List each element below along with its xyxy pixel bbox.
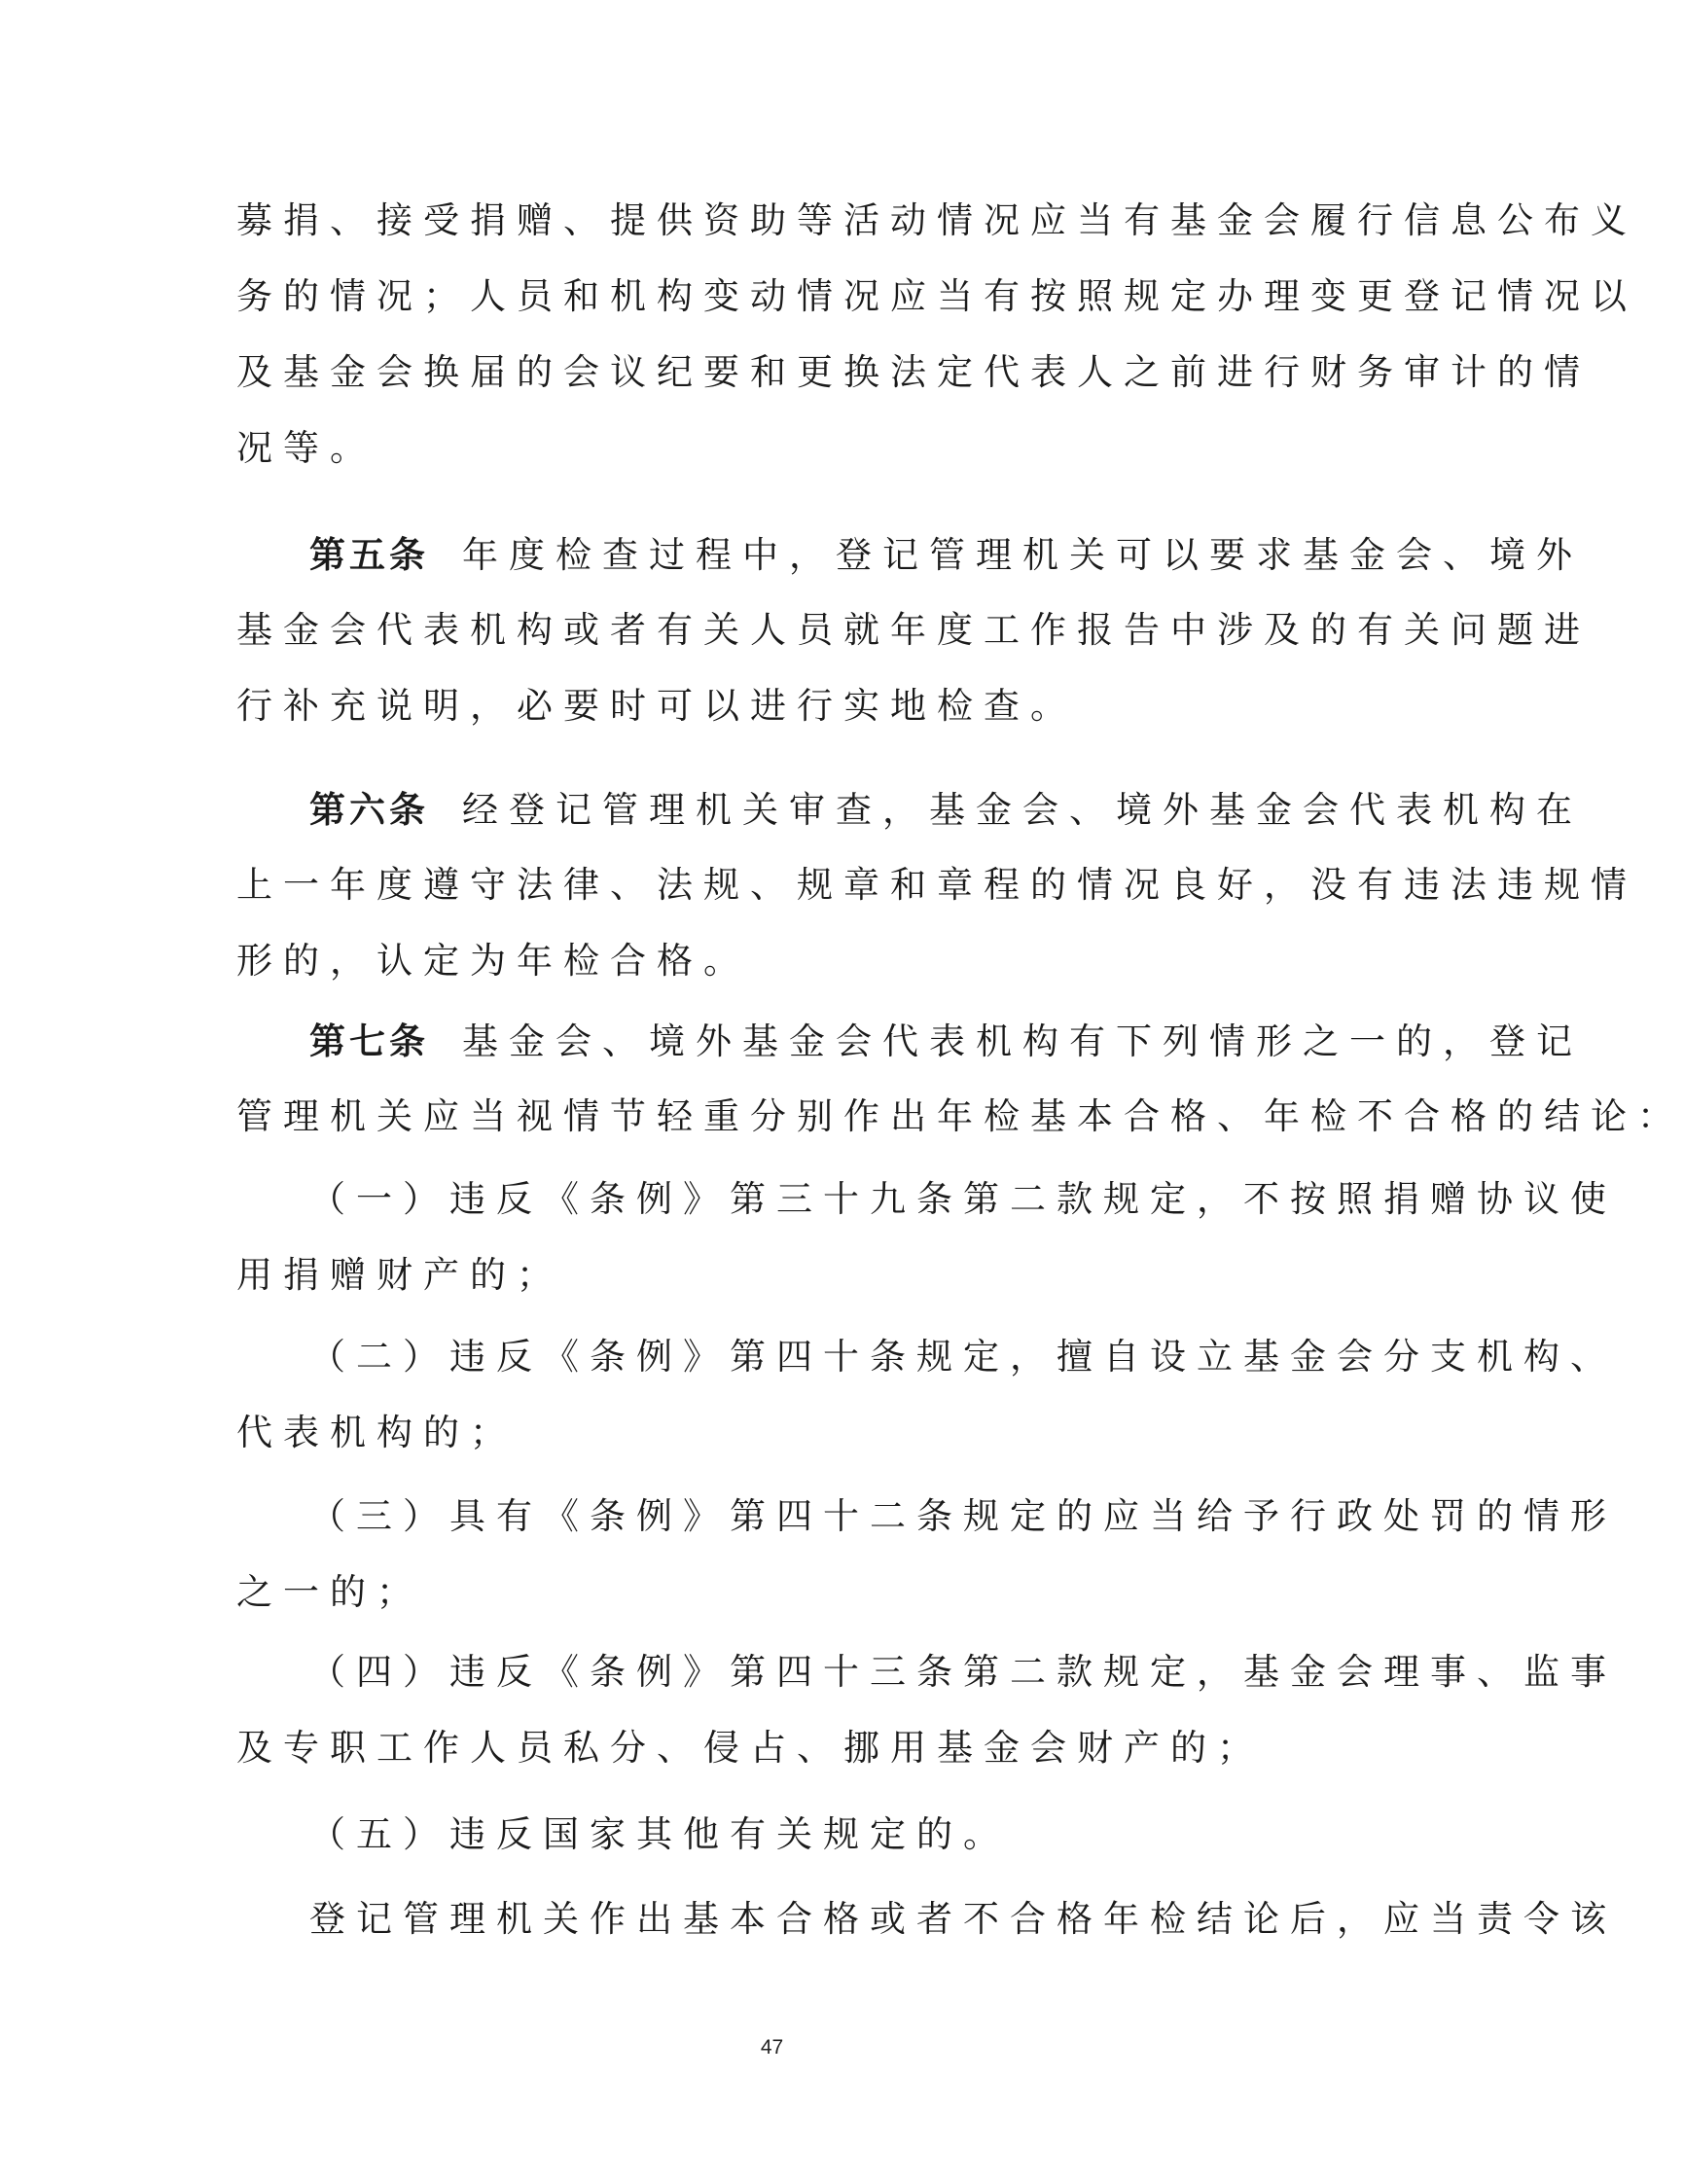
text-line: 务的情况；人员和机构变动情况应当有按照规定办理变更登记情况以 [236,275,1637,317]
clause-1-line: （一）违反《条例》第三十九条第二款规定，不按照捐赠协议使 [309,1178,1617,1220]
article-5-heading: 第五条 [309,533,429,576]
text-line: 基金会代表机构或者有关人员就年度工作报告中涉及的有关问题进 [236,609,1591,651]
clause-4-line: （四）违反《条例》第四十三条第二款规定，基金会理事、监事 [309,1651,1617,1693]
article-5-text: 年度检查过程中，登记管理机关可以要求基金会、境外 [462,534,1583,576]
clause-2-line: （二）违反《条例》第四十条规定，擅自设立基金会分支机构、 [309,1336,1617,1378]
text-line: 况等。 [236,427,376,469]
clause-3-line: （三）具有《条例》第四十二条规定的应当给予行政处罚的情形 [309,1495,1617,1537]
article-7-heading: 第七条 [309,1020,429,1062]
article-5-line [309,533,1583,576]
text-line: 及专职工作人员私分、侵占、挪用基金会财产的； [236,1727,1264,1769]
article-7-text: 基金会、境外基金会代表机构有下列情形之一的，登记 [462,1020,1583,1062]
page-number: 47 [760,2036,784,2059]
text-line: 之一的； [236,1571,423,1613]
text-line: 行补充说明，必要时可以进行实地检查。 [236,685,1077,727]
text-line: 管理机关应当视情节轻重分别作出年检基本合格、年检不合格的结论： [236,1095,1684,1137]
text-line: 上一年度遵守法律、法规、规章和章程的情况良好，没有违法违规情 [236,864,1637,906]
article-7-line [309,1020,1583,1062]
article-6-heading: 第六条 [309,788,429,831]
text-line: 募捐、接受捐赠、提供资助等活动情况应当有基金会履行信息公布义 [236,199,1637,241]
text-line: 用捐赠财产的； [236,1254,563,1296]
text-line: 及基金会换届的会议纪要和更换法定代表人之前进行财务审计的情 [236,351,1591,393]
article-6-text: 经登记管理机关审查，基金会、境外基金会代表机构在 [462,789,1583,831]
clause-5-line: （五）违反国家其他有关规定的。 [309,1813,1010,1855]
article-6-line [309,788,1583,831]
text-line: 登记管理机关作出基本合格或者不合格年检结论后，应当责令该 [309,1898,1617,1940]
text-line: 代表机构的； [236,1412,517,1453]
text-line: 形的，认定为年检合格。 [236,940,750,982]
